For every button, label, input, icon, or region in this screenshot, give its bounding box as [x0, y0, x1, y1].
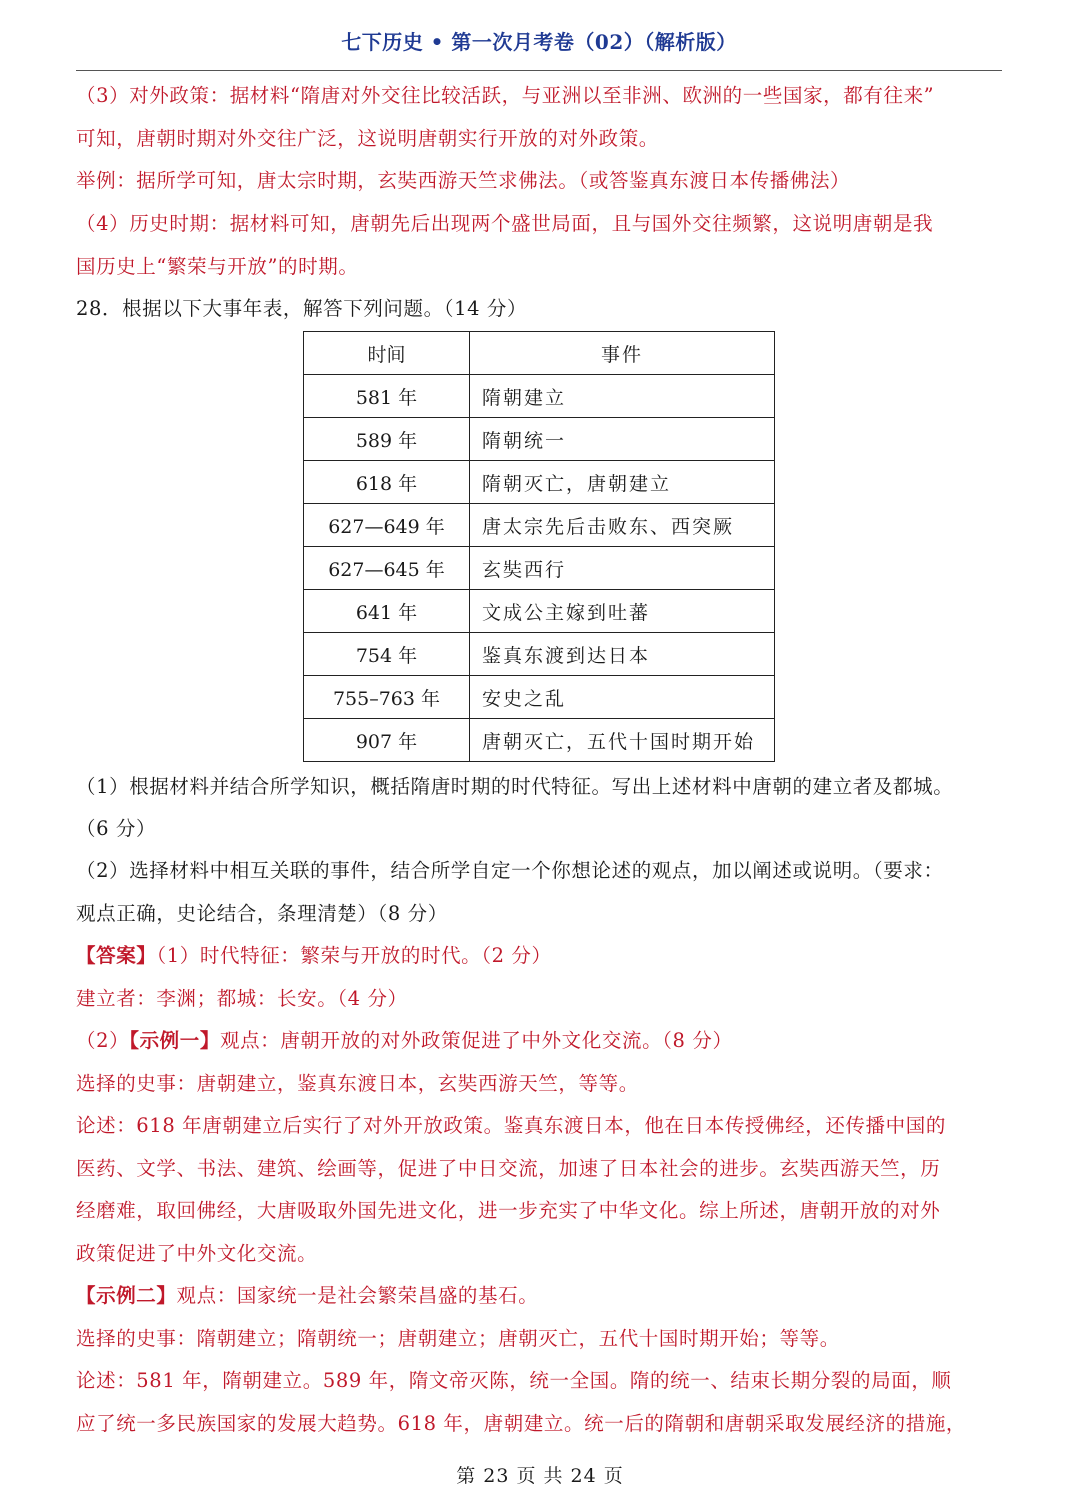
table-cell-event: 隋朝建立	[470, 375, 775, 418]
question-2-cont: 观点正确，史论结合，条理清楚）（8 分）	[76, 902, 448, 925]
answer-line: 选择的史事：唐朝建立，鉴真东渡日本，玄奘西游天竺，等等。	[76, 1072, 639, 1095]
table-cell-event: 隋朝统一	[470, 418, 775, 461]
table-row	[304, 676, 775, 719]
table-cell-time: 754 年	[304, 633, 470, 676]
text-line: 国历史上“繁荣与开放”的时期。	[76, 255, 359, 278]
table-cell-event: 鉴真东渡到达日本	[470, 633, 775, 676]
answer-line: 建立者：李渊；都城：长安。（4 分）	[76, 987, 408, 1010]
table-cell-event: 隋朝灭亡，唐朝建立	[470, 461, 775, 504]
answer-text: （1）时代特征：繁荣与开放的时代。（2 分）	[156, 944, 552, 967]
table-cell-event: 文成公主嫁到吐蕃	[470, 590, 775, 633]
example-tag: 【示例二】	[76, 1284, 177, 1307]
table-header-time: 时间	[304, 332, 470, 375]
answer-line: 选择的史事：隋朝建立；隋朝统一；唐朝建立；唐朝灭亡，五代十国时期开始；等等。	[76, 1327, 840, 1350]
page-number: 第 23 页 共 24 页	[456, 1465, 624, 1487]
answer-line: 经磨难，取回佛经，大唐吸取外国先进文化，进一步充实了中华文化。综上所述，唐朝开放的对外	[76, 1199, 941, 1222]
text-line: 举例：据所学可知，唐太宗时期，玄奘西游天竺求佛法。（或答鉴真东渡日本传播佛法）	[76, 169, 851, 192]
table-row	[304, 719, 775, 762]
answer-prefix: （2）	[76, 1029, 130, 1052]
table-cell-event: 唐太宗先后击败东、西突厥	[470, 504, 775, 547]
table-cell-time: 618 年	[304, 461, 470, 504]
question-title: 28．根据以下大事年表，解答下列问题。（14 分）	[76, 297, 528, 320]
question-1: （1）根据材料并结合所学知识，概括隋唐时期的时代特征。写出上述材料中唐朝的建立者及都城。	[76, 775, 954, 798]
header-divider	[76, 70, 1002, 71]
question-2: （2）选择材料中相互关联的事件，结合所学自定一个你想论述的观点，加以阐述或说明。（要求：	[76, 859, 944, 882]
answer-text: 观点：国家统一是社会繁荣昌盛的基石。	[176, 1284, 539, 1307]
table-cell-event: 安史之乱	[470, 676, 775, 719]
answer-text: 观点：唐朝开放的对外政策促进了中外文化交流。（8 分）	[219, 1029, 733, 1052]
answer-line: 应了统一多民族国家的发展大趋势。618 年，唐朝建立。统一后的隋朝和唐朝采取发展经济的措施，	[76, 1412, 967, 1435]
text-line: 可知，唐朝时期对外交往广泛，这说明唐朝实行开放的对外政策。	[76, 127, 659, 150]
table-cell-time: 627—645 年	[304, 547, 470, 590]
answer-line: 论述：581 年，隋朝建立。589 年，隋文帝灭陈，统一全国。隋的统一、结束长期分裂的局面，顺	[76, 1369, 952, 1392]
table-cell-time: 581 年	[304, 375, 470, 418]
text-line: （4）历史时期：据材料可知，唐朝先后出现两个盛世局面，且与国外交往频繁，这说明唐朝是我	[76, 212, 934, 235]
table-cell-time: 755–763 年	[304, 676, 470, 719]
table-cell-time: 641 年	[304, 590, 470, 633]
table-row	[304, 375, 775, 418]
table-row	[304, 547, 775, 590]
table-header-event: 事件	[470, 332, 775, 375]
table-row	[304, 590, 775, 633]
answer-line: 论述：618 年唐朝建立后实行了对外开放政策。鉴真东渡日本，他在日本传授佛经，还传播中国的	[76, 1114, 946, 1137]
table-header-row	[304, 332, 775, 375]
answer-line: 医药、文学、书法、建筑、绘画等，促进了中日交流，加速了日本社会的进步。玄奘西游天竺，历	[76, 1157, 941, 1180]
table-row	[304, 418, 775, 461]
table-row	[304, 633, 775, 676]
table-cell-time: 589 年	[304, 418, 470, 461]
table-cell-event: 玄奘西行	[470, 547, 775, 590]
example-tag: 【示例一】	[129, 1029, 220, 1052]
question-1-points: （6 分）	[76, 817, 157, 840]
text-line: （3）对外政策：据材料“隋唐对外交往比较活跃，与亚洲以至非洲、欧洲的一些国家，都有往来”	[76, 84, 935, 107]
answer-line	[76, 1027, 1006, 1055]
answer-line: 政策促进了中外文化交流。	[76, 1242, 318, 1265]
page-header-title: 七下历史 • 第一次月考卷（02）（解析版）	[341, 30, 737, 54]
table-row	[304, 461, 775, 504]
answer-line	[76, 1282, 1006, 1310]
table-cell-time: 627—649 年	[304, 504, 470, 547]
answer-tag: 【答案】	[76, 944, 157, 967]
table-row	[304, 504, 775, 547]
events-table	[303, 331, 775, 762]
table-cell-event: 唐朝灭亡，五代十国时期开始	[470, 719, 775, 762]
answer-line	[76, 942, 1006, 970]
table-cell-time: 907 年	[304, 719, 470, 762]
